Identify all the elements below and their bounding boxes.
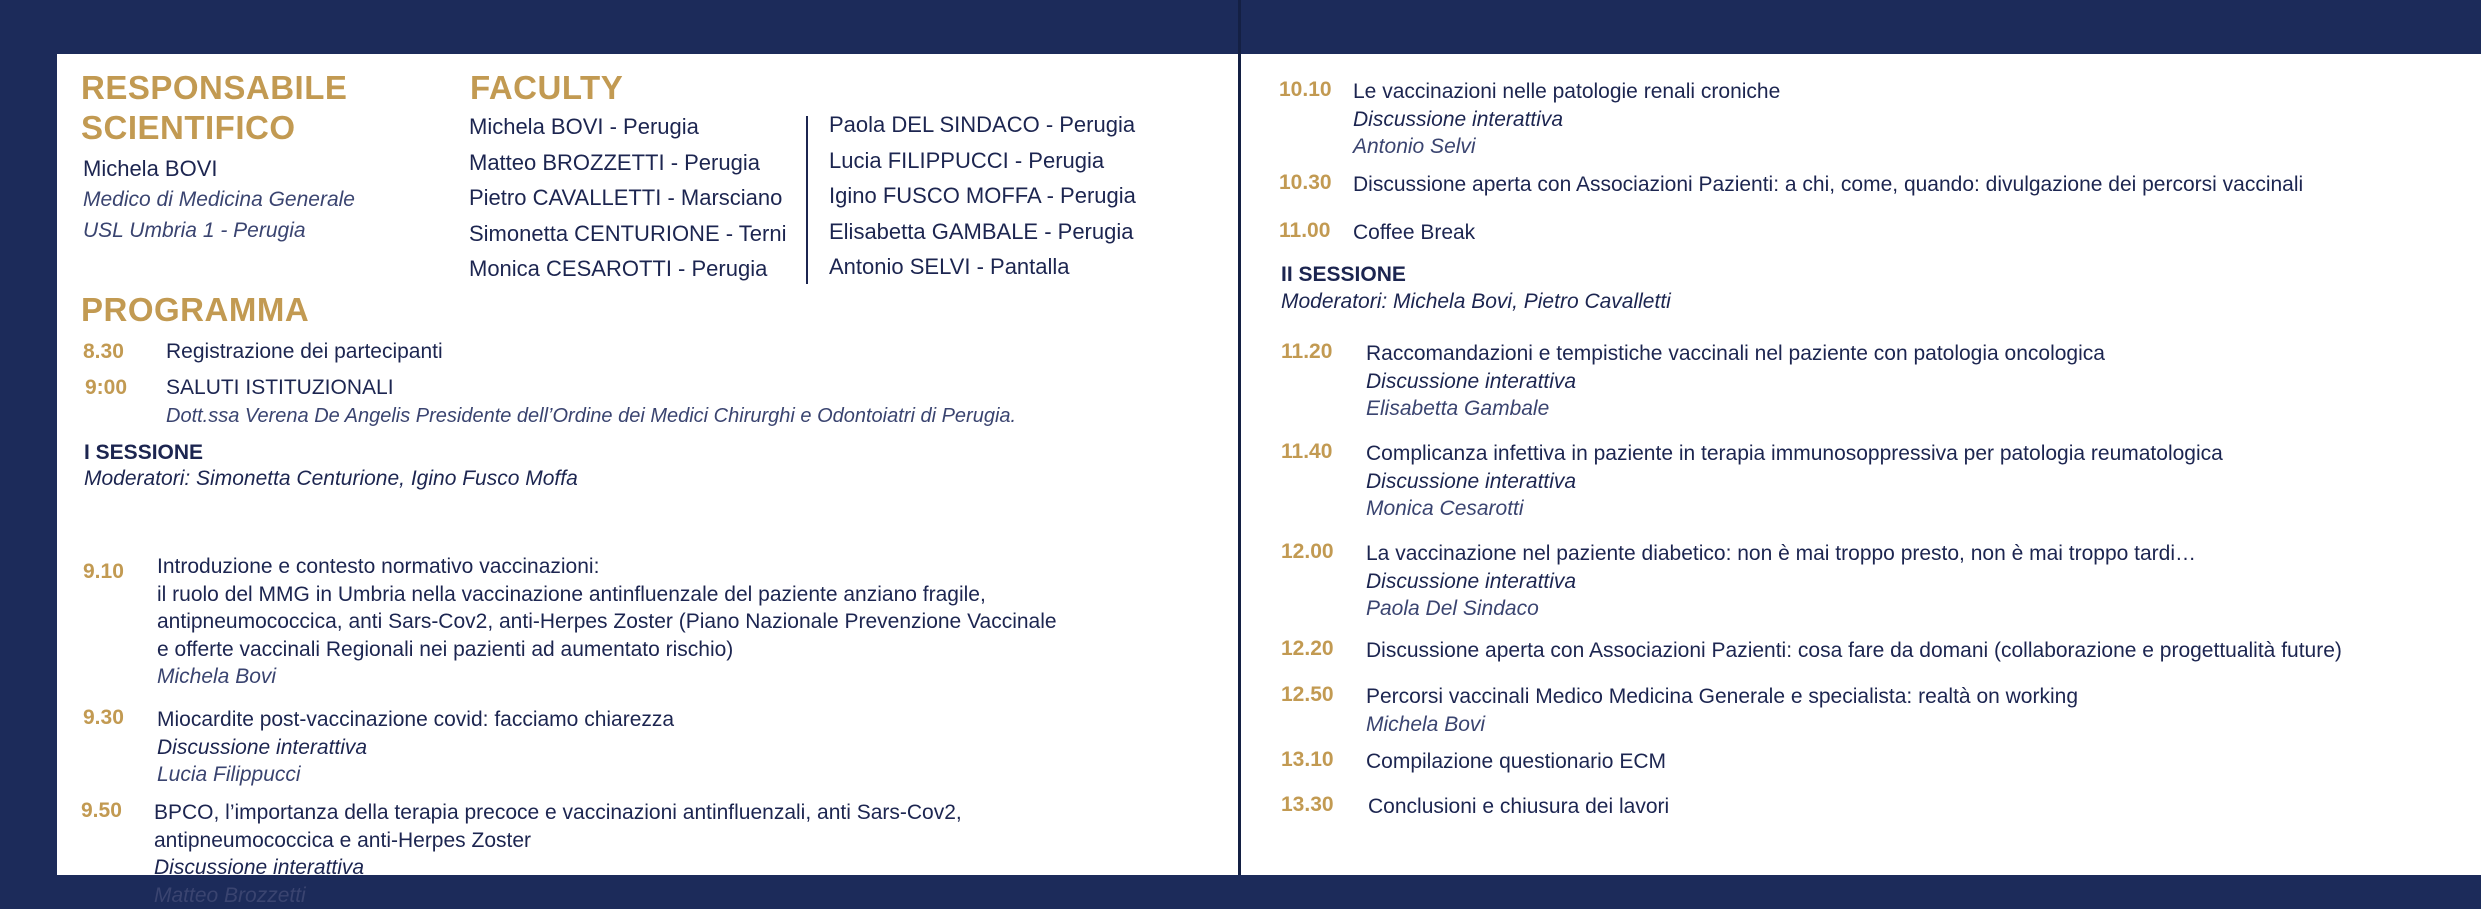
agenda-time: 9.10 [83,560,124,584]
agenda-speaker: Michela Bovi [157,663,1057,691]
agenda-speaker: Monica Cesarotti [1366,495,2223,523]
agenda-title: Discussione aperta con Associazioni Pazienti: cosa fare da domani (collaborazione e progettualità future) [1366,637,2342,665]
agenda-time: 11.00 [1279,219,1330,243]
faculty-member: Michela BOVI - Perugia [469,109,786,145]
agenda-line: antipneumococcica e anti-Herpes Zoster [154,827,962,855]
agenda-discussion: Discussione interattiva [1366,468,2223,496]
agenda-title: Registrazione dei partecipanti [166,338,443,366]
agenda-speaker: Michela Bovi [1366,711,2078,739]
agenda-time: 12.00 [1281,540,1334,564]
agenda-speaker: Lucia Filippucci [157,761,674,789]
agenda-line: antipneumococcica, anti Sars-Cov2, anti-Herpes Zoster (Piano Nazionale Prevenzione Vaccinale [157,608,1057,636]
agenda-time: 9.30 [83,706,124,730]
faculty-member: Monica CESAROTTI - Perugia [469,251,786,287]
session-2-title: II SESSIONE [1281,261,1406,289]
session-1-moderators: Moderatori: Simonetta Centurione, Igino Fusco Moffa [84,465,578,493]
faculty-column-1 [469,109,786,287]
agenda-title: SALUTI ISTITUZIONALI [166,374,1016,402]
faculty-heading: FACULTY [470,68,623,108]
agenda-text-1010 [1353,78,1780,161]
agenda-line: il ruolo del MMG in Umbria nella vaccinazione antinfluenzale del paziente anziano fragile, [157,581,1057,609]
agenda-title: Miocardite post-vaccinazione covid: facciamo chiarezza [157,706,674,734]
responsabile-org: USL Umbria 1 - Perugia [83,217,306,245]
agenda-time: 10.30 [1279,171,1332,195]
agenda-text-1140 [1366,440,2223,523]
agenda-speaker: Matteo Brozzetti [154,882,962,909]
agenda-text-1250 [1366,683,2078,738]
agenda-title: Complicanza infettiva in paziente in terapia immunosoppressiva per patologia reumatologica [1366,440,2223,468]
agenda-time: 8.30 [83,340,124,364]
agenda-discussion: Discussione interattiva [1353,106,1780,134]
left-panel [57,54,1238,875]
agenda-time: 13.30 [1281,793,1334,817]
responsabile-role: Medico di Medicina Generale [83,186,355,214]
programma-heading: PROGRAMMA [81,290,309,330]
agenda-time: 11.20 [1281,340,1332,364]
agenda-title: Percorsi vaccinali Medico Medicina Generale e specialista: realtà on working [1366,683,2078,711]
agenda-time: 13.10 [1281,748,1334,772]
agenda-title: Compilazione questionario ECM [1366,748,1666,776]
agenda-speaker: Paola Del Sindaco [1366,595,2196,623]
faculty-divider [806,116,808,284]
agenda-subtitle: Dott.ssa Verena De Angelis Presidente dell’Ordine dei Medici Chirurghi e Odontoiatri di Perugia. [166,402,1016,430]
agenda-speaker: Elisabetta Gambale [1366,395,2105,423]
right-panel [1241,54,2481,875]
agenda-text-1200 [1366,540,2196,623]
faculty-member: Simonetta CENTURIONE - Terni [469,216,786,252]
faculty-column-2 [829,107,1136,285]
agenda-text-0930 [157,706,674,789]
agenda-title: La vaccinazione nel paziente diabetico: non è mai troppo presto, non è mai troppo tardi… [1366,540,2196,568]
faculty-member: Pietro CAVALLETTI - Marsciano [469,180,786,216]
session-1-title: I SESSIONE [84,439,203,467]
agenda-title: Discussione aperta con Associazioni Pazienti: a chi, come, quando: divulgazione dei percorsi vaccinali [1353,171,2303,199]
agenda-time: 12.50 [1281,683,1334,707]
agenda-time: 9.50 [81,799,122,823]
agenda-speaker: Antonio Selvi [1353,133,1780,161]
responsabile-heading-line2: SCIENTIFICO [81,108,347,148]
agenda-time: 10.10 [1279,78,1332,102]
faculty-member: Matteo BROZZETTI - Perugia [469,145,786,181]
agenda-line: e offerte vaccinali Regionali nei pazienti ad aumentato rischio) [157,636,1057,664]
faculty-member: Lucia FILIPPUCCI - Perugia [829,143,1136,179]
agenda-line: Introduzione e contesto normativo vaccinazioni: [157,553,1057,581]
agenda-text-1120 [1366,340,2105,423]
faculty-member: Igino FUSCO MOFFA - Perugia [829,178,1136,214]
agenda-time: 11.40 [1281,440,1332,464]
agenda-title: Coffee Break [1353,219,1475,247]
faculty-member: Paola DEL SINDACO - Perugia [829,107,1136,143]
agenda-time: 12.20 [1281,637,1334,661]
agenda-discussion: Discussione interattiva [157,734,674,762]
responsabile-heading-line1: RESPONSABILE [81,68,347,108]
session-2-moderators: Moderatori: Michela Bovi, Pietro Cavalletti [1281,288,1671,316]
agenda-title: Raccomandazioni e tempistiche vaccinali nel paziente con patologia oncologica [1366,340,2105,368]
agenda-discussion: Discussione interattiva [1366,568,2196,596]
agenda-discussion: Discussione interattiva [154,854,962,882]
agenda-time: 9:00 [85,376,127,400]
agenda-text-0950 [154,799,962,909]
agenda-line: BPCO, l’importanza della terapia precoce e vaccinazioni antinfluenzali, anti Sars-Cov2, [154,799,962,827]
responsabile-heading [81,68,347,148]
responsabile-name: Michela BOVI [83,155,218,183]
agenda-text-0910 [157,553,1057,691]
faculty-member: Elisabetta GAMBALE - Perugia [829,214,1136,250]
agenda-title: Le vaccinazioni nelle patologie renali croniche [1353,78,1780,106]
agenda-discussion: Discussione interattiva [1366,368,2105,396]
faculty-member: Antonio SELVI - Pantalla [829,249,1136,285]
agenda-title: Conclusioni e chiusura dei lavori [1368,793,1669,821]
